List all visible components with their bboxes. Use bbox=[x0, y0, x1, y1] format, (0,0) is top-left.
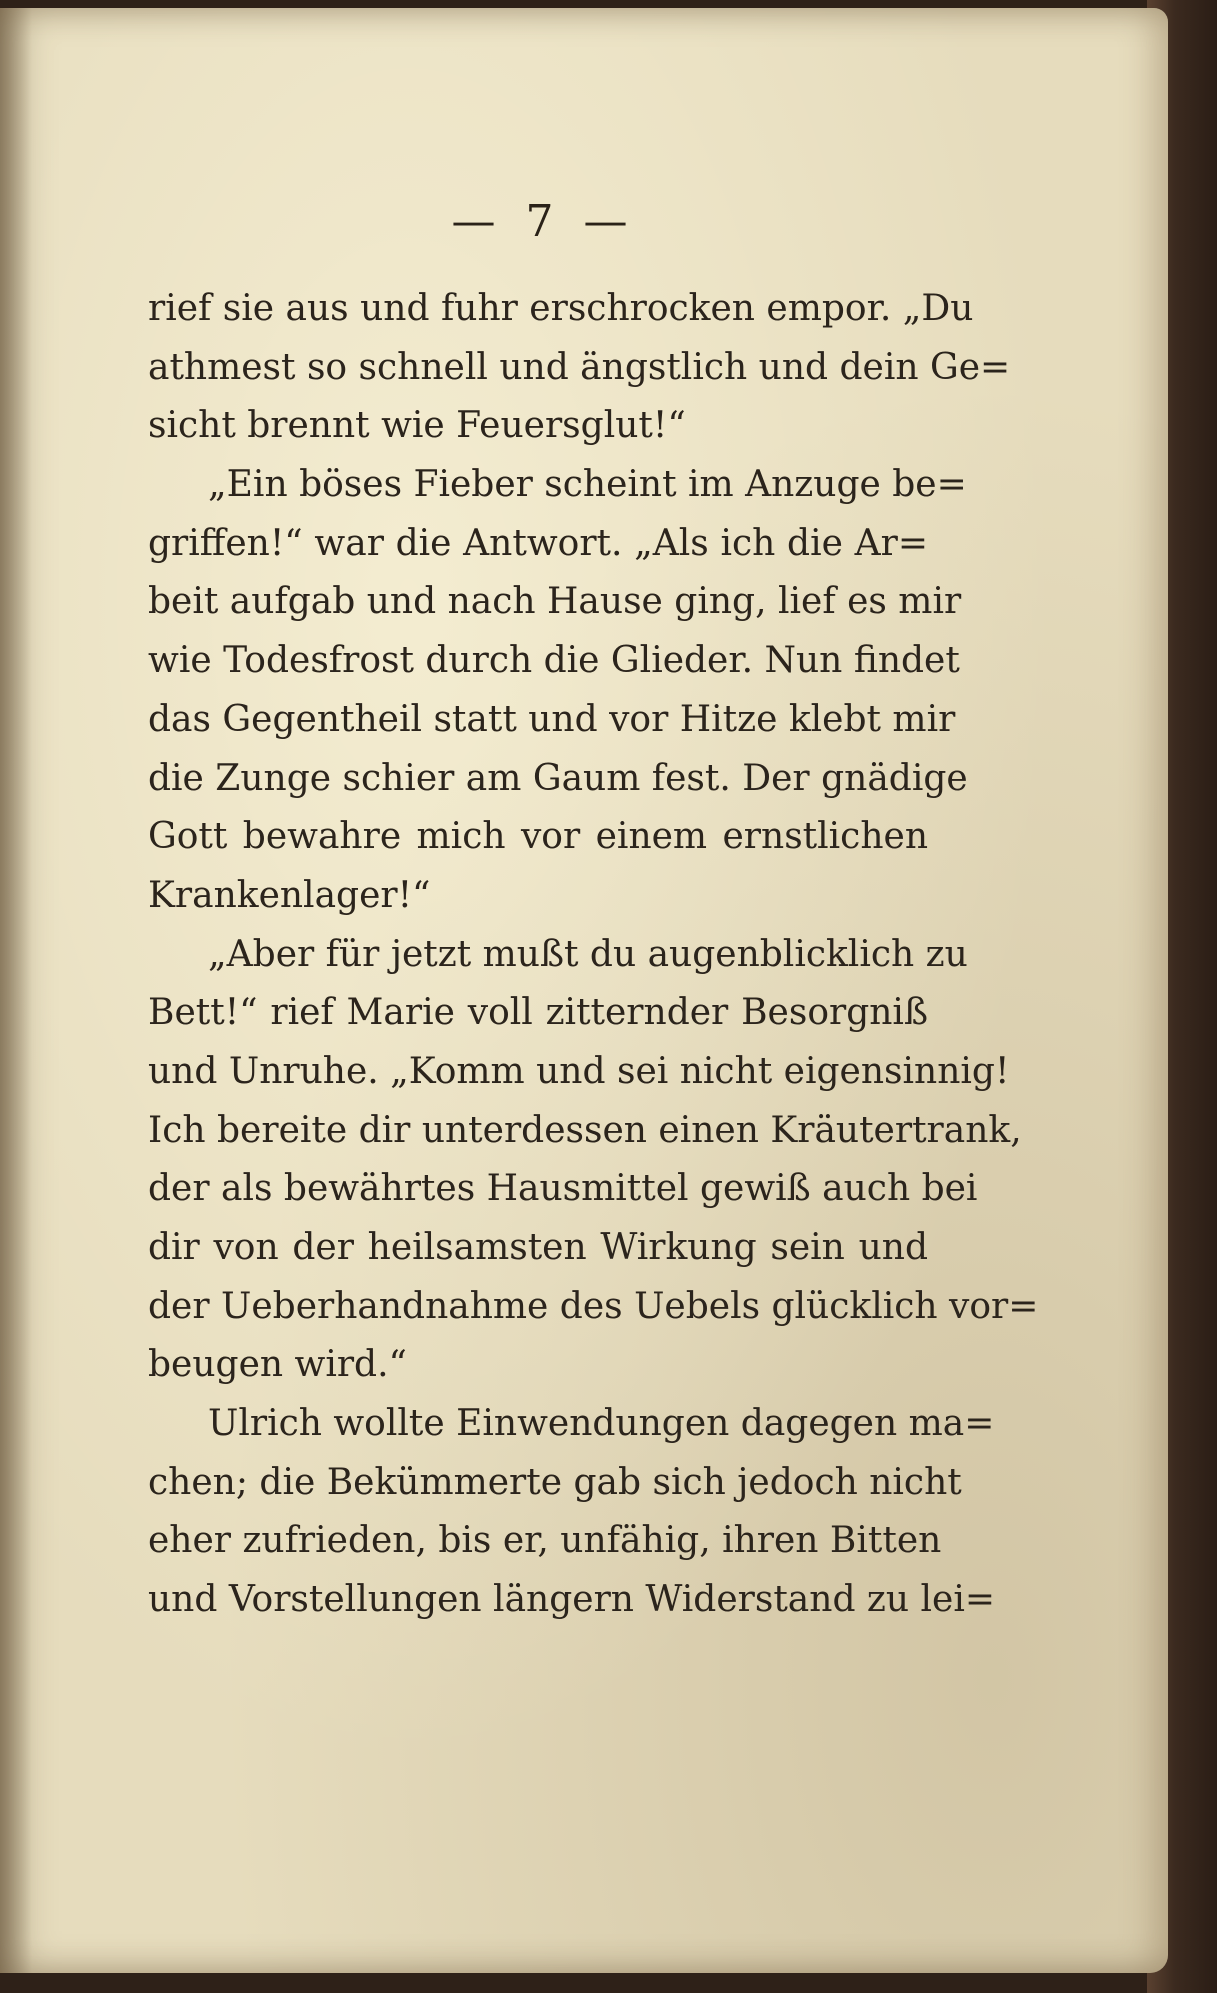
text-line: Gott bewahre mich vor einem ernstlichen bbox=[148, 816, 928, 858]
text-line: der Ueberhandnahme des Uebels glücklich vor= bbox=[148, 1285, 1039, 1327]
text-line: beit aufgab und nach Hause ging, lief es mir bbox=[148, 581, 962, 623]
text-line: Ulrich wollte Einwendungen dagegen ma= bbox=[208, 1403, 995, 1445]
text-line: chen; die Bekümmerte gab sich jedoch nicht bbox=[148, 1461, 962, 1503]
page-gutter-shadow bbox=[0, 8, 32, 1973]
text-line: der als bewährtes Hausmittel gewiß auch bei bbox=[148, 1168, 978, 1210]
text-line: Krankenlager!“ bbox=[148, 874, 431, 916]
page-number-text: — 7 — bbox=[451, 196, 636, 247]
text-line: athmest so schnell und ängstlich und dein Ge= bbox=[148, 346, 1011, 388]
text-line: „Aber für jetzt mußt du augenblicklich zu bbox=[208, 933, 968, 975]
page-number bbox=[0, 196, 1217, 247]
text-line: eher zufrieden, bis er, unfähig, ihren Bitten bbox=[148, 1520, 942, 1562]
text-line: sicht brennt wie Feuersglut!“ bbox=[148, 405, 686, 447]
text-line: wie Todesfrost durch die Glieder. Nun findet bbox=[148, 640, 960, 682]
text-line: und Unruhe. „Komm und sei nicht eigensinnig! bbox=[148, 1050, 1010, 1092]
text-line: dir von der heilsamsten Wirkung sein und bbox=[148, 1227, 928, 1268]
text-line: und Vorstellungen längern Widerstand zu lei= bbox=[148, 1579, 996, 1621]
text-line: Ich bereite dir unterdessen einen Kräutertrank, bbox=[148, 1109, 1022, 1151]
text-line: Bett!“ rief Marie voll zitternder Besorgniß bbox=[148, 992, 928, 1034]
text-line: rief sie aus und fuhr erschrocken empor. „Du bbox=[148, 288, 974, 329]
text-line: „Ein böses Fieber scheint im Anzuge be= bbox=[208, 464, 967, 506]
text-line: die Zunge schier am Gaum fest. Der gnädige bbox=[148, 757, 968, 799]
body-text bbox=[148, 280, 1039, 1630]
text-line: griffen!“ war die Antwort. „Als ich die Ar= bbox=[148, 522, 928, 564]
text-line: beugen wird.“ bbox=[148, 1344, 407, 1386]
text-line: das Gegentheil statt und vor Hitze klebt mir bbox=[148, 698, 956, 740]
